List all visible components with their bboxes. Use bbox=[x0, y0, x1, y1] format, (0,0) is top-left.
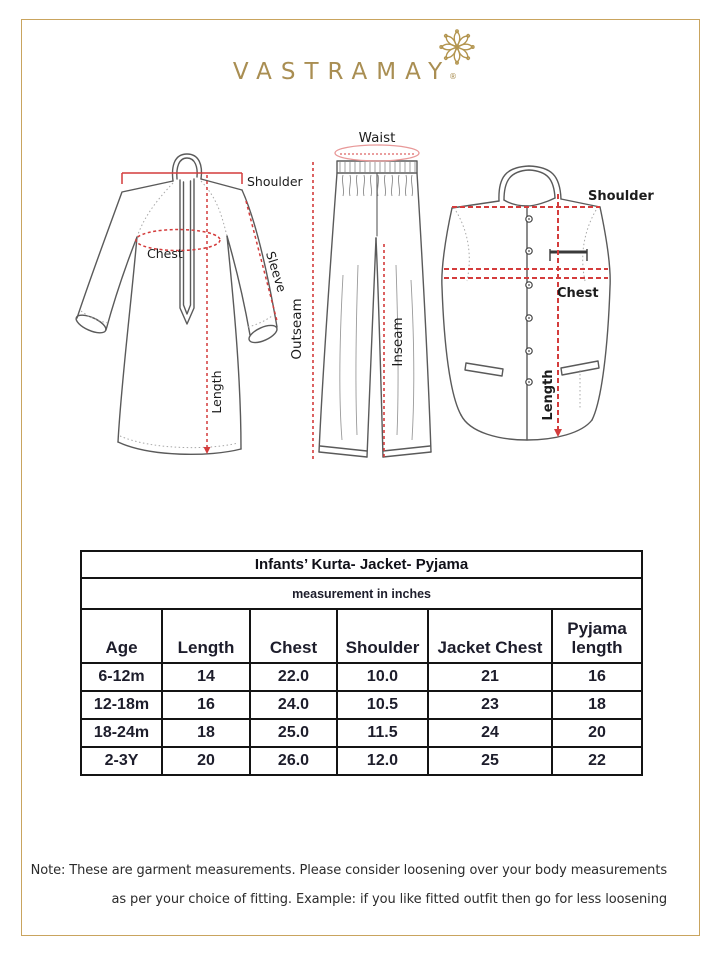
table-cell: 20 bbox=[552, 719, 642, 747]
pyjama-outseam-label: Outseam bbox=[289, 298, 305, 360]
table-row bbox=[81, 691, 642, 719]
table-cell: 23 bbox=[428, 691, 552, 719]
pyjama-outline bbox=[319, 161, 431, 457]
jacket-measure-lines bbox=[444, 194, 608, 431]
note-line-2: as per your choice of fitting. Example: if you like fitted outfit then go for less loosening bbox=[111, 891, 667, 907]
kurta-chest-label: Chest bbox=[147, 246, 183, 261]
pyjama-elastic-hatching bbox=[340, 162, 415, 172]
table-cell: 24.0 bbox=[250, 691, 337, 719]
pyjama-waist-ellipse bbox=[335, 145, 419, 161]
table-cell: 16 bbox=[162, 691, 250, 719]
col-header-chest: Chest bbox=[250, 609, 337, 663]
table-cell: 26.0 bbox=[250, 747, 337, 775]
table-cell: 25 bbox=[428, 747, 552, 775]
table-cell: 12.0 bbox=[337, 747, 428, 775]
table-row bbox=[81, 719, 642, 747]
measurement-note bbox=[31, 857, 667, 914]
brand-ornament-icon bbox=[436, 26, 478, 68]
col-header-shoulder: Shoulder bbox=[337, 609, 428, 663]
kurta-diagram bbox=[74, 154, 304, 454]
table-cell: 22 bbox=[552, 747, 642, 775]
table-cell: 25.0 bbox=[250, 719, 337, 747]
table-row bbox=[81, 663, 642, 691]
kurta-sleeve-label: Sleeve bbox=[263, 249, 290, 294]
table-subtitle: measurement in inches bbox=[81, 578, 642, 609]
kurta-length-label: Length bbox=[209, 370, 224, 414]
pyjama-waist-label: Waist bbox=[358, 130, 396, 146]
table-cell: 20 bbox=[162, 747, 250, 775]
measurement-diagrams bbox=[20, 105, 700, 505]
jacket-diagram bbox=[442, 166, 655, 440]
registered-trademark: ® bbox=[449, 72, 457, 81]
size-table bbox=[80, 550, 641, 776]
table-cell: 11.5 bbox=[337, 719, 428, 747]
table-cell: 18 bbox=[552, 691, 642, 719]
table-cell: 2-3Y bbox=[81, 747, 162, 775]
table-cell: 18-24m bbox=[81, 719, 162, 747]
table-title: Infants’ Kurta- Jacket- Pyjama bbox=[81, 551, 642, 578]
kurta-shoulder-label: Shoulder bbox=[247, 174, 303, 189]
col-header-pyjama-length: Pyjama length bbox=[552, 609, 642, 663]
col-header-length: Length bbox=[162, 609, 250, 663]
pyjama-inseam-label: Inseam bbox=[390, 317, 406, 367]
kurta-seam-stitches bbox=[81, 181, 272, 448]
jacket-shoulder-label: Shoulder bbox=[588, 189, 654, 204]
col-header-jacket-chest: Jacket Chest bbox=[428, 609, 552, 663]
brand-logo bbox=[0, 59, 720, 85]
table-cell: 12-18m bbox=[81, 691, 162, 719]
kurta-outline bbox=[74, 154, 280, 454]
table-header-row bbox=[81, 609, 642, 663]
kurta-measure-lines bbox=[122, 173, 277, 449]
table-cell: 22.0 bbox=[250, 663, 337, 691]
table-cell: 14 bbox=[162, 663, 250, 691]
table-cell: 16 bbox=[552, 663, 642, 691]
table-cell: 6-12m bbox=[81, 663, 162, 691]
table-row bbox=[81, 747, 642, 775]
table-title-row bbox=[81, 551, 642, 578]
brand-name: VASTRAMAY bbox=[232, 59, 452, 85]
pyjama-diagram bbox=[289, 130, 431, 459]
table-cell: 24 bbox=[428, 719, 552, 747]
table-cell: 10.0 bbox=[337, 663, 428, 691]
note-line-1: Note: These are garment measurements. Please consider loosening over your body measurements bbox=[30, 863, 667, 878]
table-cell: 18 bbox=[162, 719, 250, 747]
col-header-age: Age bbox=[81, 609, 162, 663]
table-subtitle-row bbox=[81, 578, 642, 609]
table-cell: 10.5 bbox=[337, 691, 428, 719]
table-cell: 21 bbox=[428, 663, 552, 691]
kurta-length-arrow bbox=[204, 447, 211, 454]
jacket-length-label: Length bbox=[541, 369, 556, 421]
jacket-chest-label: Chest bbox=[557, 286, 599, 301]
